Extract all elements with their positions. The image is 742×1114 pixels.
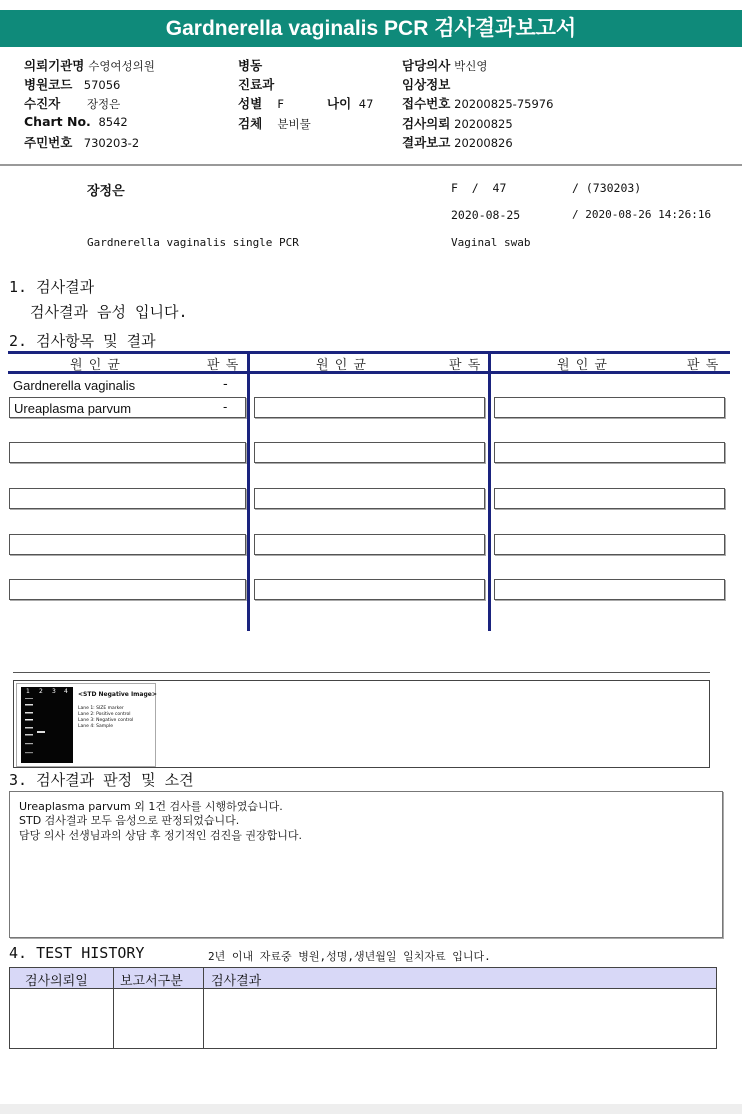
gel-legend-2: Lane 2: Positive control <box>78 712 131 717</box>
result-value: - <box>223 399 228 414</box>
info-hospital-code: 병원코드 57056 <box>24 77 121 92</box>
summary-sex-age: F / 47 <box>451 181 507 195</box>
header-divider <box>0 164 742 166</box>
result-value: - <box>223 377 228 392</box>
summary-request-date: 2020-08-25 <box>451 208 521 222</box>
info-chart-no: Chart No. 8542 <box>24 114 128 129</box>
grid-divider-2 <box>488 351 491 631</box>
gel-title: <STD Negative Image> <box>78 691 157 698</box>
history-note: 2년 이내 자료중 병원,성명,생년월일 일치자료 입니다. <box>208 950 491 963</box>
empty-cell <box>9 488 246 509</box>
section2-title: 2. 검사항목 및 결과 <box>9 332 156 350</box>
info-clinical: 임상정보 <box>402 77 451 92</box>
result-row: Gardnerella vaginalis <box>13 378 136 393</box>
gel-top-line <box>13 672 710 673</box>
empty-cell <box>494 579 725 600</box>
info-report-date: 결과보고 20200826 <box>402 135 513 150</box>
grid-divider-1 <box>247 351 250 631</box>
col-result-header-3: 판 독 <box>687 358 720 373</box>
info-doctor: 담당의사 박신영 <box>402 58 488 73</box>
empty-cell <box>494 442 725 463</box>
col-pathogen-header-2: 원 인 균 <box>316 358 367 373</box>
section1-result-text: 검사결과 음성 입니다. <box>30 303 188 321</box>
info-sex: 성별 F <box>238 96 285 111</box>
gel-legend-1: Lane 1: SIZE marker <box>78 706 124 711</box>
gel-lane-1: 1 <box>26 688 30 695</box>
page-bottom-band <box>0 1104 742 1114</box>
result-row <box>9 397 246 418</box>
gel-image-frame <box>16 683 156 767</box>
summary-patient-name: 장정은 <box>87 184 125 199</box>
history-header-result: 검사결과 <box>211 974 262 989</box>
info-age: 나이 47 <box>327 96 374 111</box>
finding-line-3: 담당 의사 선생님과의 상담 후 정기적인 검진을 권장합니다. <box>19 829 302 842</box>
summary-specimen: Vaginal swab <box>451 236 531 249</box>
gel-lane-4: 4 <box>64 688 68 695</box>
info-resident-no: 주민번호 730203-2 <box>24 135 140 150</box>
gel-lane-3: 3 <box>52 688 56 695</box>
history-table <box>9 967 717 1049</box>
section1-title: 1. 검사결과 <box>9 278 95 296</box>
empty-cell <box>254 442 485 463</box>
history-col-divider-2 <box>203 968 204 1048</box>
info-dept: 진료과 <box>238 77 275 92</box>
header-info <box>0 50 742 158</box>
info-institution: 의뢰기관명 수영여성의원 <box>24 58 155 73</box>
summary-report-datetime: / 2020-08-26 14:26:16 <box>572 208 712 221</box>
gel-legend-4: Lane 4: Sample <box>78 724 113 729</box>
col-result-header-2: 판 독 <box>449 358 482 373</box>
empty-cell <box>254 579 485 600</box>
info-receipt-no: 접수번호 20200825-75976 <box>402 96 554 111</box>
info-specimen: 검체 분비물 <box>238 116 311 131</box>
col-result-header-1: 판 독 <box>207 358 240 373</box>
empty-cell <box>494 488 725 509</box>
report-title: Gardnerella vaginalis PCR 검사결과보고서 <box>0 10 742 47</box>
section4-title: 4. TEST HISTORY <box>9 944 145 962</box>
history-col-divider-1 <box>113 968 114 1048</box>
gel-legend-3: Lane 3: Negative control <box>78 718 134 723</box>
empty-cell <box>9 534 246 555</box>
info-patient: 수진자 장정은 <box>24 96 121 111</box>
empty-cell <box>254 397 485 418</box>
finding-line-1: Ureaplasma parvum 외 1건 검사를 시행하였습니다. <box>19 800 283 813</box>
empty-cell <box>9 442 246 463</box>
gel-lane-2: 2 <box>39 688 43 695</box>
result-pathogen: Ureaplasma parvum <box>14 401 132 416</box>
finding-line-2: STD 검사결과 모두 음성으로 판정되었습니다. <box>19 814 240 827</box>
col-pathogen-header-1: 원 인 균 <box>70 358 121 373</box>
empty-cell <box>254 488 485 509</box>
history-header-date: 검사의뢰일 <box>25 974 88 989</box>
col-pathogen-header-3: 원 인 균 <box>557 358 608 373</box>
history-header-type: 보고서구분 <box>120 974 183 989</box>
empty-cell <box>494 534 725 555</box>
summary-id: / (730203) <box>572 181 642 195</box>
info-ward: 병동 <box>238 58 263 73</box>
info-request-date: 검사의뢰 20200825 <box>402 116 513 131</box>
summary-test-name: Gardnerella vaginalis single PCR <box>87 236 299 249</box>
section3-title: 3. 검사결과 판정 및 소견 <box>9 771 194 789</box>
history-header-row <box>10 968 716 989</box>
empty-cell <box>494 397 725 418</box>
empty-cell <box>254 534 485 555</box>
findings-box <box>9 791 723 938</box>
empty-cell <box>9 579 246 600</box>
